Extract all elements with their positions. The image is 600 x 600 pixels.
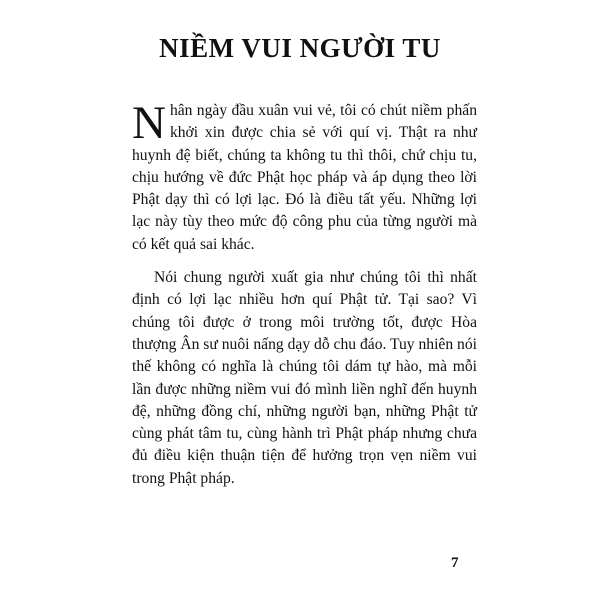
paragraph-1-text: hân ngày đầu xuân vui vẻ, tôi có chút niềm phấn khởi xin được chia sẻ với quí vị. Thật ra như huynh đệ biết, chúng ta không tu thì thôi, chứ chịu tu, chịu hướng về đức Phật học pháp và áp dụng theo lời Phật dạy thì có lợi lạc. Đó là điều tất yếu. Những lợi lạc này tùy theo mức độ công phu của từng người mà có kết quả sai khác.: [132, 102, 477, 253]
paragraph-2: Nói chung người xuất gia như chúng tôi thì nhất định có lợi lạc nhiều hơn quí Phật tử. Tại sao? Vì chúng tôi được ở trong môi trường tốt, được Hòa thượng Ân sư nuôi nấng dạy dỗ chu đáo. Tuy nhiên nói thế không có nghĩa là chúng tôi dám tự hào, mà mỗi lần được những niềm vui đó mình liền nghĩ đến huynh đệ, những đồng chí, những người bạn, những Phật tử cùng phát tâm tu, cùng hành trì Phật pháp nhưng chưa đủ điều kiện thuận tiện để hưởng trọn vẹn niềm vui trong Phật pháp.: [132, 269, 477, 487]
page-title: NIỀM VUI NGƯỜI TU: [159, 33, 441, 63]
body-text: [132, 97, 477, 490]
drop-cap: N: [132, 97, 166, 149]
paragraph-1: [132, 97, 477, 256]
page-number: 7: [451, 555, 459, 571]
